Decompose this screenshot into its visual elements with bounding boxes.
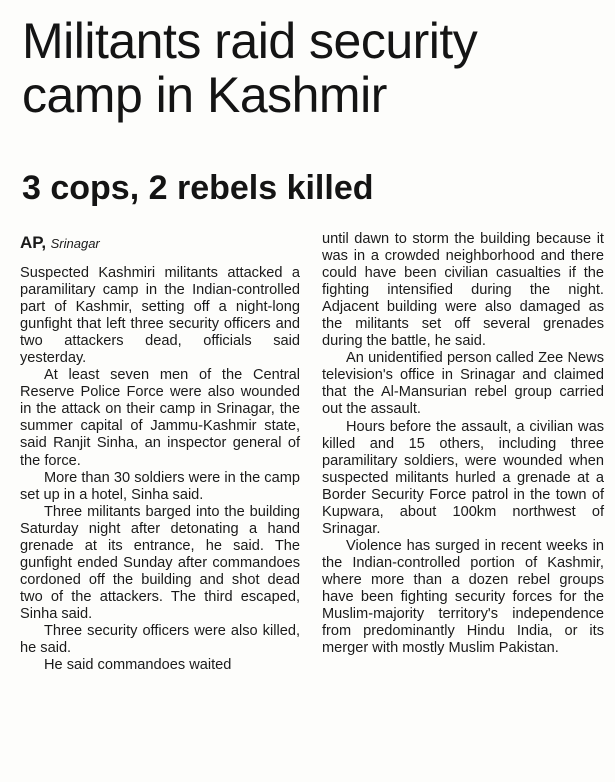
article-column-right — [322, 231, 604, 657]
paragraph: An unidentified person called Zee News television's office in Srinagar and claimed that the Al-Mansurian rebel group carried out the assault. — [322, 350, 604, 418]
paragraph: More than 30 soldiers were in the camp set up in a hotel, Sinha said. — [20, 469, 300, 503]
headline-line-1: Militants raid security — [22, 13, 478, 69]
paragraph: Three militants barged into the building Saturday night after detonating a hand grenade at its entrance, he said. The gunfight ended Sunday after commandoes cordoned off the building and shot dead two of the attackers. The third escaped, Sinha said. — [20, 503, 300, 622]
byline-agency: AP, — [20, 233, 47, 252]
paragraph: Violence has surged in recent weeks in the Indian-controlled portion of Kashmir, where more than a dozen rebel groups have been fighting security forces for the Muslim-majority territory's independence from predominantly Hindu India, or its merger with mostly Muslim Pakistan. — [322, 537, 604, 657]
paragraph: Hours before the assault, a civilian was killed and 15 others, including three paramilitary soldiers, were wounded when suspected militants hurled a grenade at a Border Security Force patrol in the town of Kupwara, about 100km northwest of Srinagar. — [322, 418, 604, 537]
paragraph: At least seven men of the Central Reserve Police Force were also wounded in the attack on their camp in Srinagar, the summer capital of Jammu-Kashmir state, said Ranjit Sinha, an inspector general of the force. — [20, 367, 300, 469]
byline — [20, 232, 300, 255]
headline — [22, 14, 612, 122]
subheadline: 3 cops, 2 rebels killed — [22, 169, 374, 207]
paragraph: until dawn to storm the building because it was in a crowded neighborhood and there could have been civilian casualties if the fighting intensified during the night. Adjacent building were also damaged as the militants set off several grenades during the battle, he said. — [322, 231, 604, 350]
paragraph: Suspected Kashmiri militants attacked a paramilitary camp in the Indian-controlled part of Kashmir, setting off a night-long gunfight that left three security officers and two attackers dead, officials said yesterday. — [20, 265, 300, 367]
article-column-left — [20, 232, 300, 674]
byline-place: Srinagar — [50, 236, 100, 251]
headline-line-2: camp in Kashmir — [22, 67, 387, 123]
paragraph: Three security officers were also killed, he said. — [20, 622, 300, 657]
paragraph: He said commandoes waited — [44, 657, 232, 674]
